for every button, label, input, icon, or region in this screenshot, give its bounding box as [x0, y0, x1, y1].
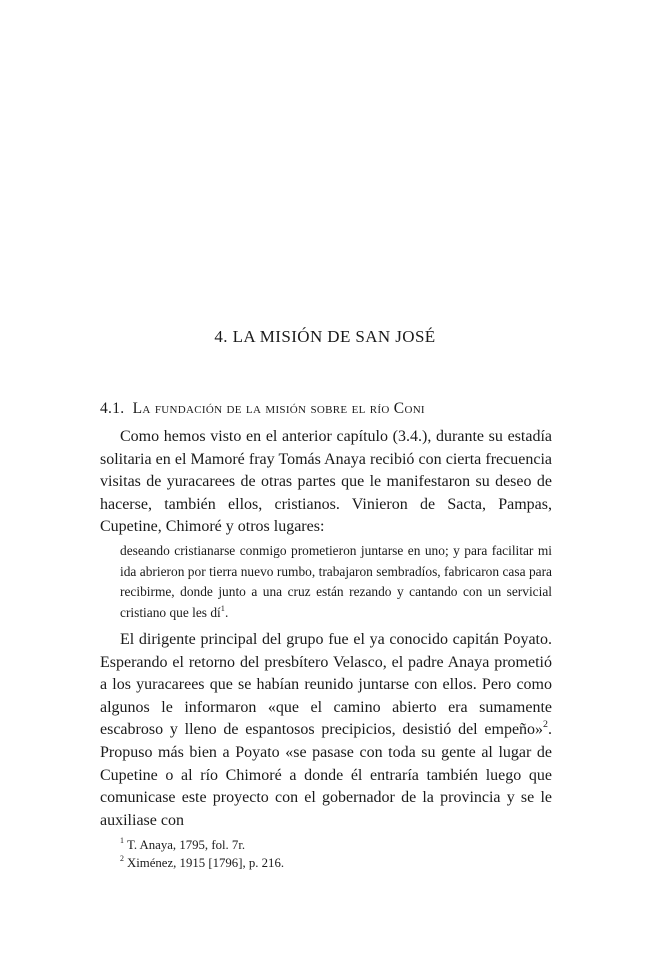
- body-paragraph-1: Como hemos visto en el anterior capítulo (3.4.), durante su estadía solitaria en el Mamoré fray Tomás Anaya recibió con cierta frecuencia visitas de yuracarees de otras partes que le manifestaron su deseo de hacerse, también ellos, cristianos. Vinieron de Sacta, Pampas, Cupetine, Chimoré y otros lugares:: [100, 428, 552, 536]
- section-heading: [100, 400, 552, 418]
- block-quote: deseando cristianarse conmigo prometieron juntarse en uno; y para facilitar mi ida abrieron por tierra nuevo rumbo, trabajaron sembradíos, fabricaron casa para recibirme, donde junto a una cruz están rezando y cantando con un servicial cristiano que les $dí^1$.: [120, 543, 552, 621]
- footnote-ref-2: 2: [543, 719, 548, 731]
- section-number: 4.1.: [100, 400, 125, 417]
- body-paragraph-2-part1: El dirigente principal del grupo fue el ya conocido capitán Poyato. Esperando el retorno del presbítero Velasco, el padre Anaya prometió a los yuracarees que se habían reunido juntarse con ellos. Pero como algunos le informaron «que el camino abierto era sumamente escabroso y lleno de espantosos precipicios, desistió del empeño»: [100, 631, 552, 739]
- footnote: [120, 836, 552, 854]
- body-paragraph-2: [100, 629, 552, 832]
- chapter-title: 4. LA MISIÓN DE SAN JOSÉ: [214, 327, 436, 346]
- footnote: [120, 854, 552, 872]
- block-quote-text: deseando cristianarse conmigo prometieron juntarse en uno; y para facilitar mi ida abrieron por tierra nuevo rumbo, trabajaron sembradíos, fabricaron casa para recibirme, donde junto a una cruz están rezando y cantando con un servicial cristiano que les dí: [120, 543, 552, 621]
- footnotes: [120, 836, 552, 872]
- body-paragraph-2-part2: . Propuso más bien a Poyato «se pasase con toda su gente al lugar de Cupetine o al río Chimoré a donde él entraría también luego que comunicase este proyecto con el gobernador de la provincia y se le auxiliase con: [100, 721, 552, 829]
- footnote-text: T. Anaya, 1795, fol. 7r.: [126, 838, 246, 852]
- section-title: La fundación de la misión sobre el río Coni: [132, 400, 425, 417]
- footnote-text: Ximénez, 1915 [1796], p. 216.: [126, 856, 285, 870]
- footnote-number: 2: [120, 853, 124, 863]
- footnote-ref-1: 1: [220, 603, 225, 613]
- footnote-number: 1: [120, 835, 124, 845]
